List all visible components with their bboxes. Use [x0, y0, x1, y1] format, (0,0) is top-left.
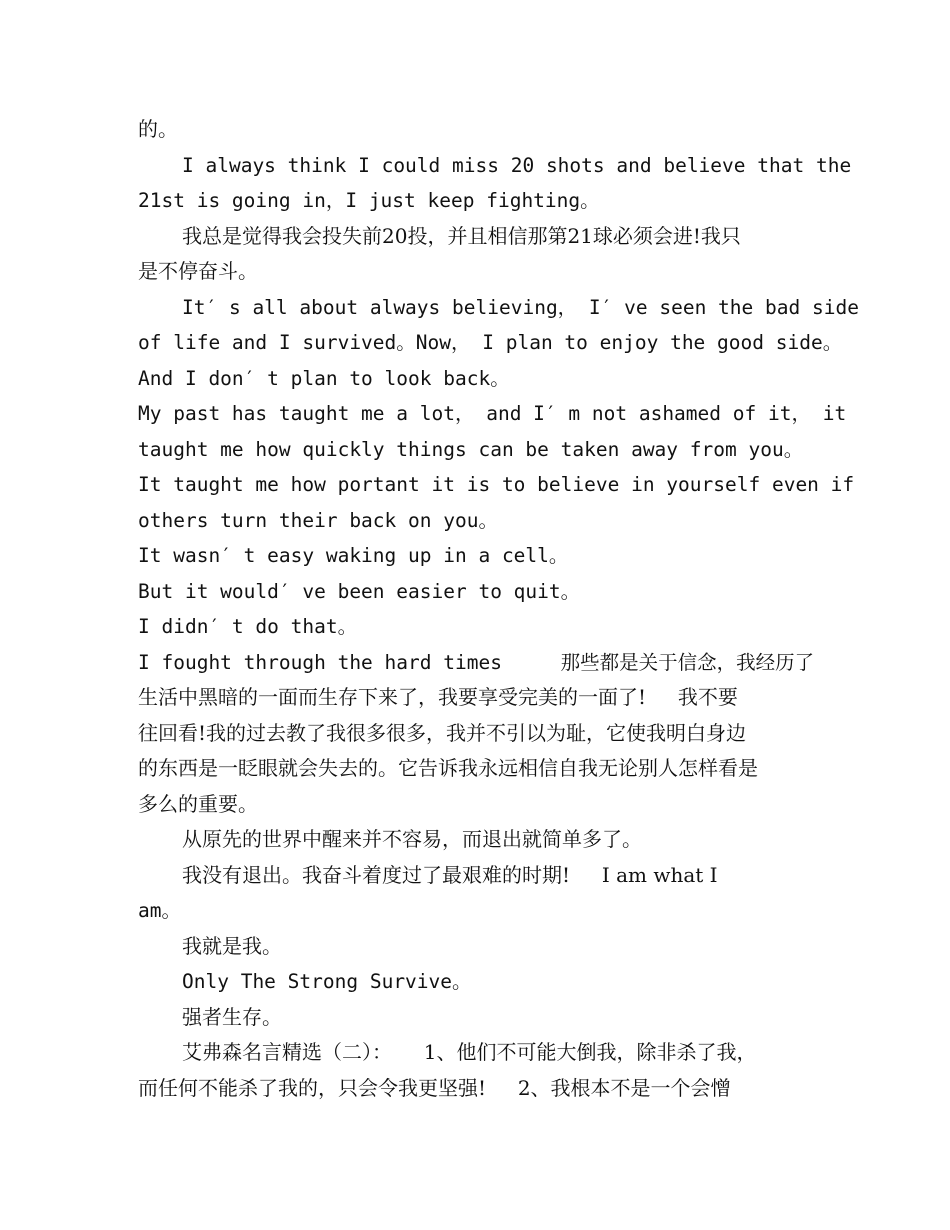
- text-line: It taught me how portant it is to believe in yourself even if: [138, 473, 855, 496]
- text-line: 我没有退出。我奋斗着度过了最艰难的时期! I am what I: [182, 862, 718, 887]
- text-line: 多么的重要。: [138, 791, 258, 816]
- text-line: others turn their back on you。: [138, 508, 498, 532]
- text-line: 21st is going in，I just keep fighting。: [138, 189, 600, 212]
- text-line: And I don′ t plan to look back。: [138, 366, 510, 390]
- text-line: 生活中黑暗的一面而生存下来了，我要享受完美的一面了! 我不要: [138, 685, 738, 709]
- text-line: taught me how quickly things can be taken away from you。: [138, 437, 804, 461]
- document-body: [138, 112, 859, 1106]
- text-line: Only The Strong Survive。: [182, 970, 472, 993]
- text-line: But it would′ ve been easier to quit。: [138, 579, 581, 603]
- text-line: 强者生存。: [182, 1004, 282, 1029]
- text-line: It wasn′ t easy waking up in a cell。: [138, 544, 569, 567]
- text-line: I didn′ t do that。: [138, 615, 358, 638]
- text-line: 从原先的世界中醒来并不容易，而退出就简单多了。: [182, 827, 642, 851]
- text-line: 艾弗森名言精选（二）： 1、他们不可能大倒我，除非杀了我，: [182, 1040, 757, 1064]
- text-line: I fought through the hard times 那些都是关于信念，我经历了: [138, 650, 815, 674]
- text-line: 往回看!我的过去教了我很多很多，我并不引以为耻，它使我明白身边: [138, 720, 747, 745]
- text-line: 是不停奋斗。: [138, 259, 258, 283]
- text-line: 而任何不能杀了我的，只会令我更坚强! 2、我根本不是一个会憎: [138, 1075, 731, 1100]
- text-line: My past has taught me a lot， and I′ m not ashamed of it， it: [138, 402, 847, 425]
- text-line: of life and I survived。Now， I plan to enjoy the good side。: [138, 331, 843, 354]
- text-line: I always think I could miss 20 shots and believe that the: [182, 153, 852, 177]
- text-line: am。: [138, 899, 181, 922]
- text-line: 的。: [138, 117, 178, 141]
- text-line: It′ s all about always believing， I′ ve seen the bad side: [182, 295, 859, 319]
- text-line: 的东西是一眨眼就会失去的。它告诉我永远相信自我无论别人怎样看是: [138, 756, 758, 780]
- text-line: 我总是觉得我会投失前20投，并且相信那第21球必须会进!我只: [182, 223, 741, 248]
- text-line: 我就是我。: [182, 933, 282, 958]
